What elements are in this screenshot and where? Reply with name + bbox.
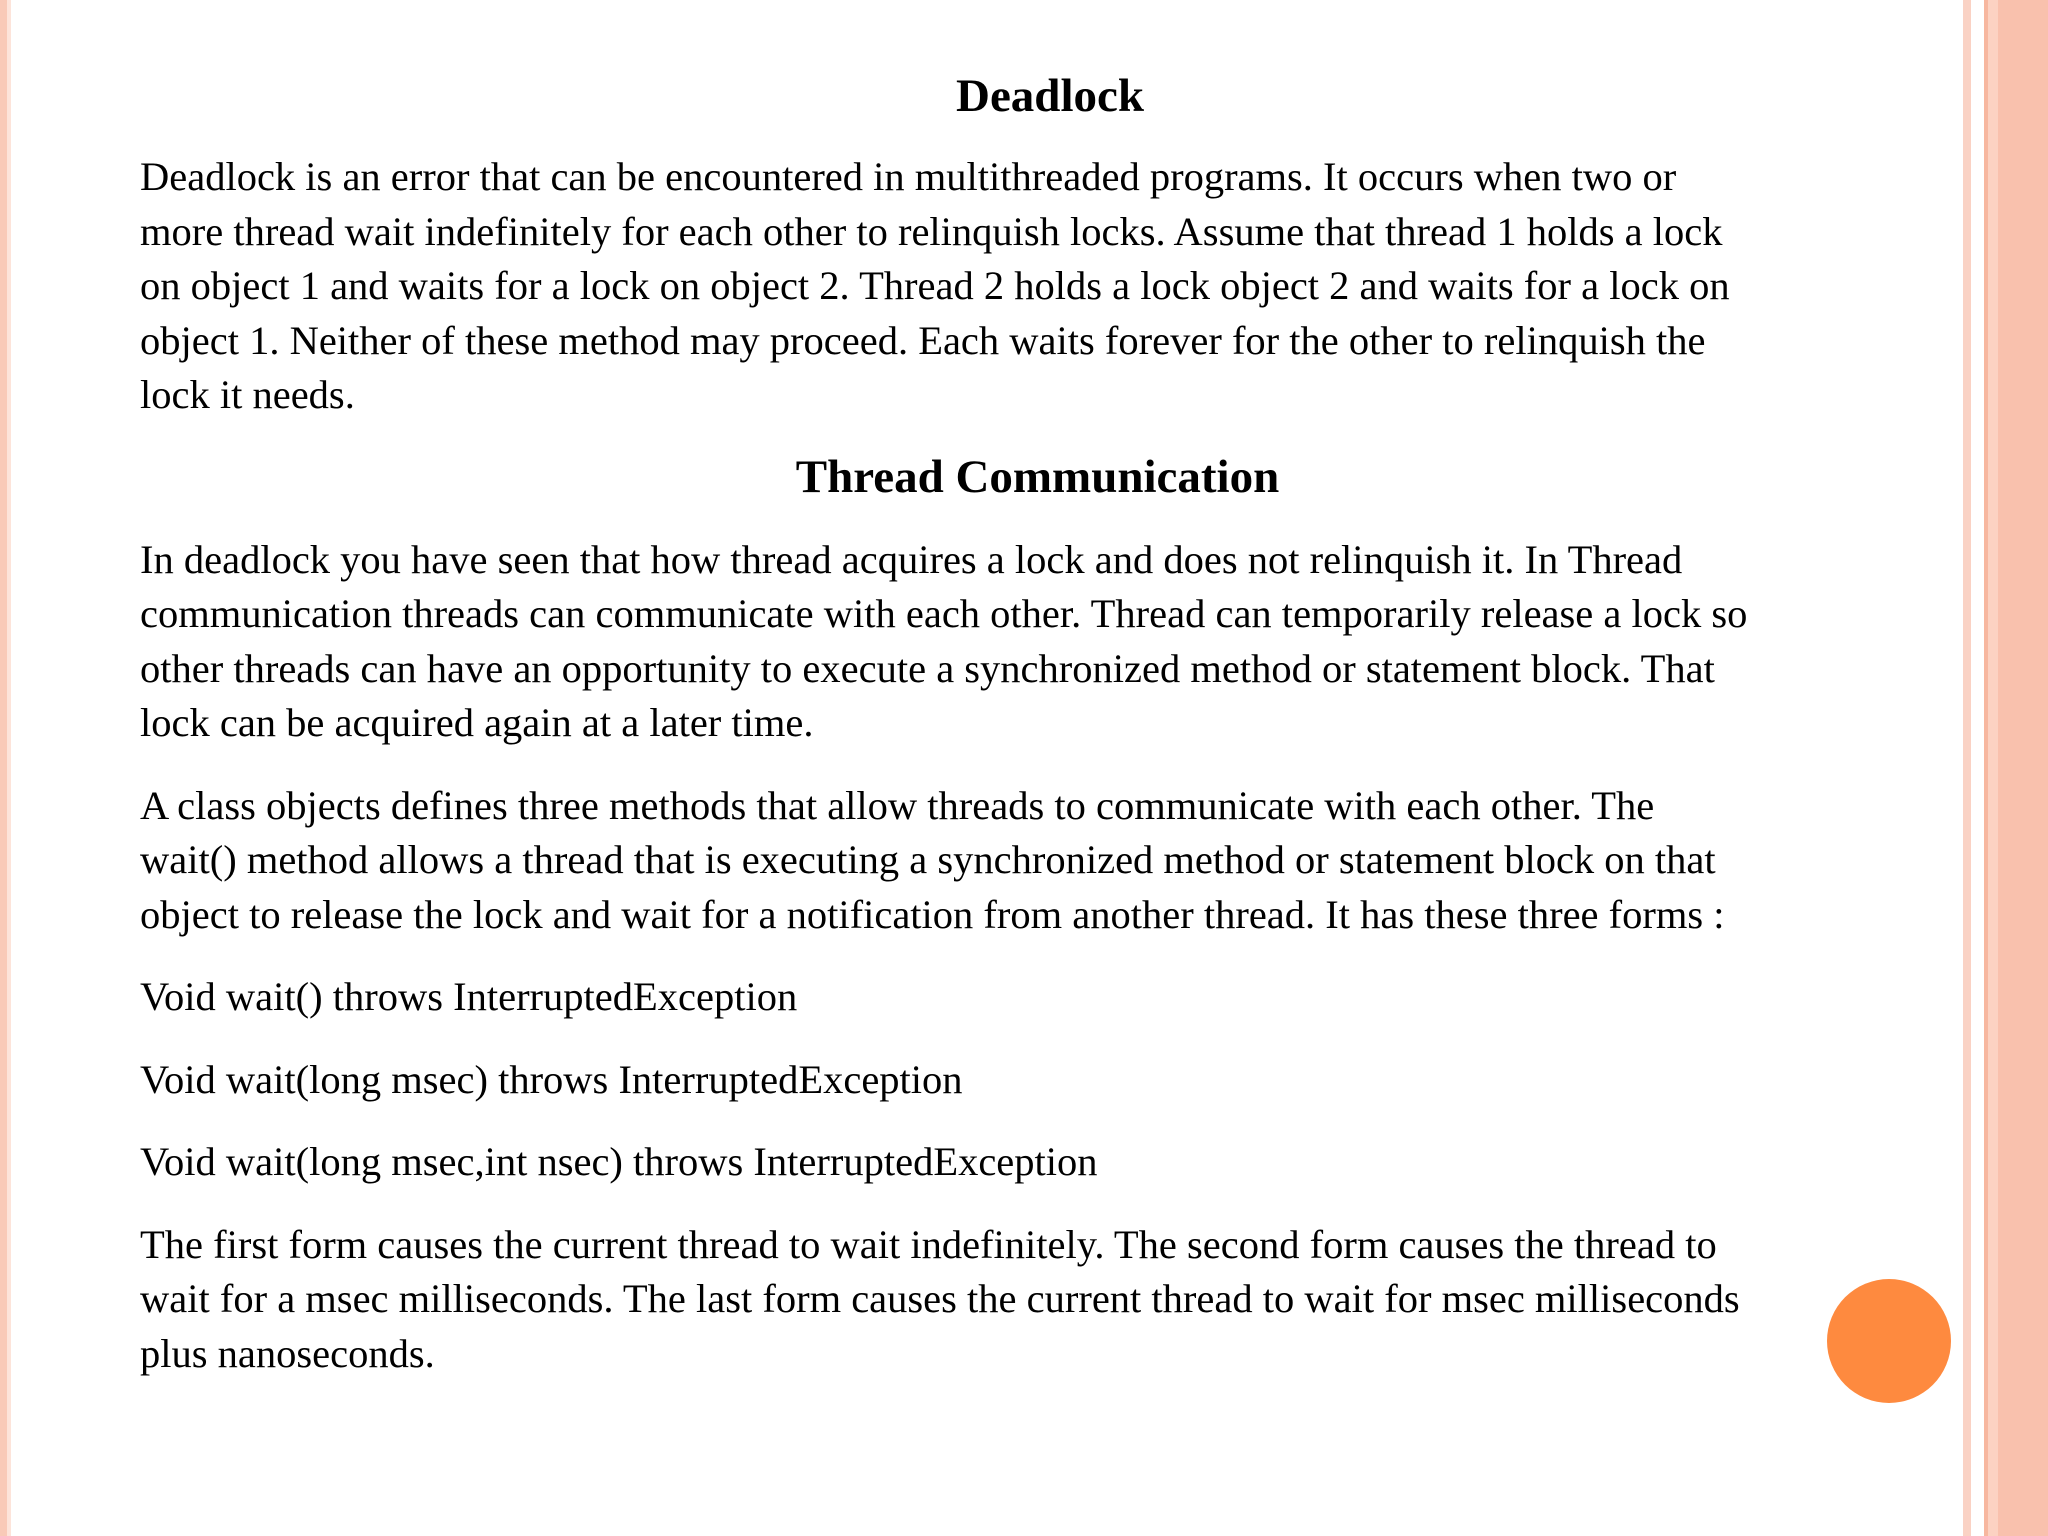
frame-stripe-left-inner (7, 0, 11, 1536)
paragraph-line: lock can be acquired again at a later time. (140, 700, 814, 745)
frame-stripe-right-edge (1998, 0, 2048, 1536)
frame-stripe-right-band (1988, 0, 1998, 1536)
paragraph-line: communication threads can communicate with each other. Thread can temporarily release a lock so (140, 591, 1748, 636)
slide-content (140, 60, 1950, 1381)
accent-circle (1827, 1279, 1951, 1403)
paragraph-line: plus nanoseconds. (140, 1330, 435, 1376)
heading-thread-communication: Thread Communication (795, 450, 1280, 503)
communication-paragraph (140, 533, 1950, 751)
wait-form-1: Void wait() throws InterruptedException (140, 974, 798, 1019)
paragraph-line: wait() method allows a thread that is executing a synchronized method or statement block on that (140, 837, 1716, 882)
class-methods-paragraph (140, 779, 1950, 943)
frame-stripe-right-gap (1971, 0, 1984, 1536)
paragraph-line: object 1. Neither of these method may proceed. Each waits forever for the other to relinquish the (140, 317, 1706, 363)
deadlock-paragraph (140, 150, 1950, 423)
heading-deadlock: Deadlock (956, 70, 1144, 122)
wait-form-3: Void wait(long msec,int nsec) throws InterruptedException (140, 1139, 1098, 1184)
paragraph-line: wait for a msec milliseconds. The last form causes the current thread to wait for msec milliseconds (140, 1276, 1740, 1321)
frame-stripe-right (1963, 0, 1971, 1536)
paragraph-line: Deadlock is an error that can be encountered in multithreaded programs. It occurs when two or (140, 154, 1677, 199)
frame-stripe-left (0, 0, 7, 1536)
paragraph-line: object to release the lock and wait for a notification from another thread. It has these three forms : (140, 891, 1725, 937)
wait-form-2: Void wait(long msec) throws InterruptedException (140, 1056, 963, 1102)
paragraph-line: lock it needs. (140, 372, 355, 417)
paragraph-line: more thread wait indefinitely for each other to relinquish locks. Assume that thread 1 holds a lock (140, 208, 1723, 254)
paragraph-line: on object 1 and waits for a lock on object 2. Thread 2 holds a lock object 2 and waits for a lock on (140, 263, 1730, 308)
forms-explanation-paragraph (140, 1218, 1950, 1382)
paragraph-line: A class objects defines three methods that allow threads to communicate with each other. The (140, 782, 1655, 828)
paragraph-line: other threads can have an opportunity to execute a synchronized method or statement block. That (140, 645, 1715, 691)
paragraph-line: In deadlock you have seen that how thread acquires a lock and does not relinquish it. In Thread (140, 536, 1683, 582)
paragraph-line: The first form causes the current thread to wait indefinitely. The second form causes the thread to (140, 1221, 1717, 1267)
